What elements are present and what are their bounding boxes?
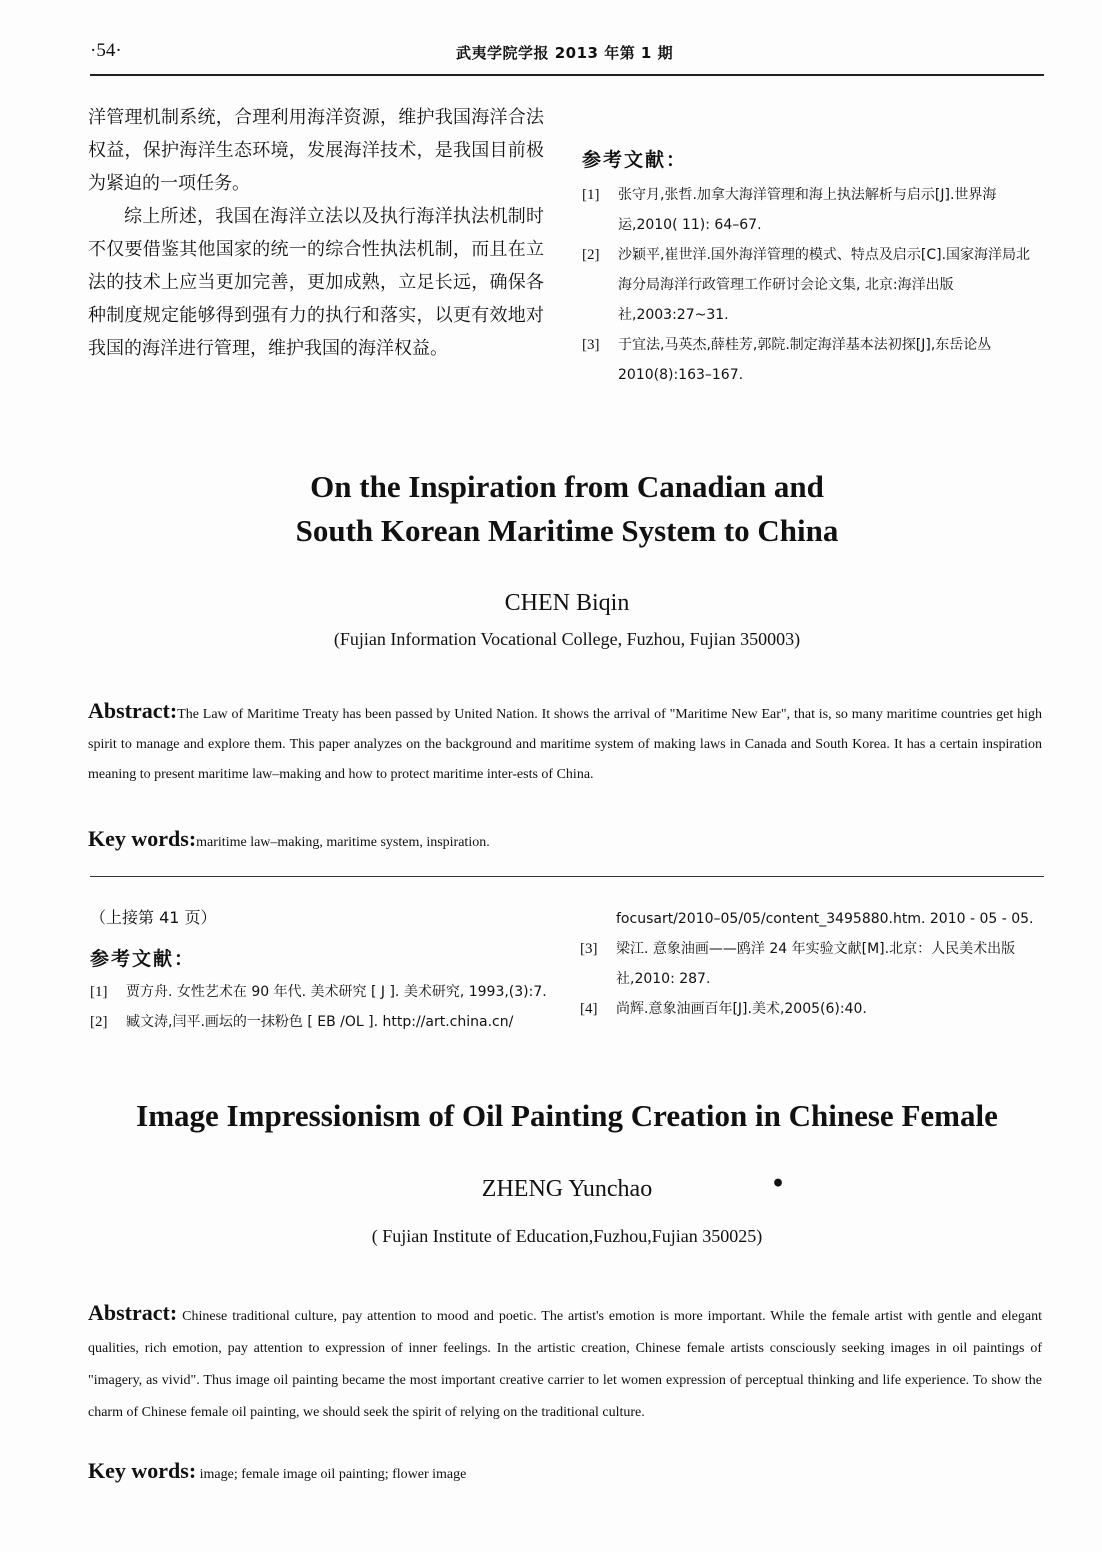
keywords-text: maritime law–making, maritime system, inspiration. [196,835,490,850]
article1-title-line1: On the Inspiration from Canadian and [310,469,824,504]
abstract-label: Abstract [88,698,170,723]
reference-text: 臧文涛,闫平.画坛的一抹粉色 [ EB /OL ]. http://art.china.cn/ [126,1014,514,1030]
article1-title-line2: South Korean Maritime System to China [295,513,839,548]
reference-item [582,240,1042,330]
reference-text: 于宜法,马英杰,薛桂芳,郭院.制定海洋基本法初探[J],东岳论丛 2010(8):163–167. [618,337,992,383]
reference-number: [3] [582,337,600,353]
reference-item [582,180,1042,240]
references-list-2-right [580,904,1042,1024]
header-rule [90,74,1044,76]
abstract-text: The Law of Maritime Treaty has been passed by United Nation. It shows the arrival of "Maritime New Ear", that is, so many maritime countries get high spirit to manage and explore them. This paper analyzes on the background and maritime system of making laws in Canada and South Korea. It has a certain inspiration meaning to present maritime law–making and how to protect maritime inter-ests of China. [88,707,1042,782]
reference-text: 沙颖平,崔世洋.国外海洋管理的模式、特点及启示[C].国家海洋局北海分局海洋行政管理工作研讨会论文集, 北京:海洋出版社,2003:27~31. [618,247,1031,323]
page-number: ·54· [90,40,122,61]
reference-number: [4] [580,1001,598,1017]
reference-number: [2] [582,247,600,263]
reference-text: 梁江. 意象油画——鸥洋 24 年实验文献[M].北京：人民美术出版社,2010: 287. [616,941,1016,987]
reference-item [580,934,1042,994]
article2-affiliation: ( Fujian Institute of Education,Fuzhou,Fujian 350025) [371,1226,763,1246]
body-text-column [88,101,544,365]
reference-text: 尚辉.意象油画百年[J].美术,2005(6):40. [616,1001,867,1017]
article2-keywords [88,1458,1042,1484]
article1-title [90,465,1044,553]
stray-dot: • [771,1171,786,1197]
abstract-text: Chinese traditional culture, pay attention to mood and poetic. The artist's emotion is more important. While the female artist with gentle and elegant qualities, rich emotion, pay attention to expression of inner feelings. In the artistic creation, Chinese female artists consciously seeking images in oil paintings of "imagery, as vivid". Thus image oil painting became the most important creative carrier to let women expression of perceptual thinking and life experience. To show the charm of Chinese female oil painting, we should seek the spirit of relying on the traditional culture. [88,1309,1042,1420]
journal-header: 武夷学院学报 2013 年第 1 期 [456,44,674,62]
reference-text: 张守月,张哲.加拿大海洋管理和海上执法解析与启示[J].世界海运,2010( 11): 64–67. [618,187,997,233]
article1-keywords [88,826,1042,852]
references-heading-2: 参考文献： [90,948,196,970]
article1-abstract [88,696,1042,790]
references-heading: 参考文献： [582,149,688,171]
abstract-label: Abstract: [88,1300,178,1325]
article2-title: Image Impressionism of Oil Painting Creation in Chinese Female [136,1098,998,1133]
abstract-colon: : [169,698,178,723]
references-list-2-left [90,977,560,1037]
body-paragraph-2: 综上所述，我国在海洋立法以及执行海洋执法机制时不仅要借鉴其他国家的统一的综合性执法机制，而且在立法的技术上应当更加完善，更加成熟，立足长远，确保各种制度规定能够得到强有力的执行和落实，以更有效地对我国的海洋进行管理，维护我国的海洋权益。 [88,206,544,359]
reference-text: 贾方舟. 女性艺术在 90 年代. 美术研究 [ J ]. 美术研究, 1993,(3):7. [126,984,547,1000]
section-divider [90,876,1044,877]
body-paragraph-1: 洋管理机制系统，合理利用海洋资源，维护我国海洋合法权益，保护海洋生态环境，发展海洋技术，是我国目前极为紧迫的一项任务。 [88,107,544,194]
reference-item [582,330,1042,390]
article2-author: ZHENG Yunchao [481,1176,653,1202]
article1-author: CHEN Biqin [504,590,630,616]
reference-item [580,994,1042,1024]
keywords-colon: : [188,826,197,851]
keywords-label: Key words: [88,1458,197,1483]
continued-note: （上接第 41 页） [90,908,217,927]
keywords-label: Key words [88,826,189,851]
reference-item [90,977,560,1007]
keywords-text: image; female image oil painting; flower image [199,1467,467,1482]
reference-number: [1] [90,984,108,1000]
reference-number: [1] [582,187,600,203]
reference-number: [2] [90,1014,108,1030]
references-list [582,180,1042,390]
reference-number: [3] [580,941,598,957]
reference-item [90,1007,560,1037]
article1-affiliation: (Fujian Information Vocational College, Fuzhou, Fujian 350003) [333,629,801,649]
article2-abstract [88,1297,1042,1429]
reference-continuation: focusart/2010–05/05/content_3495880.htm. 2010 - 05 - 05. [616,911,1034,927]
